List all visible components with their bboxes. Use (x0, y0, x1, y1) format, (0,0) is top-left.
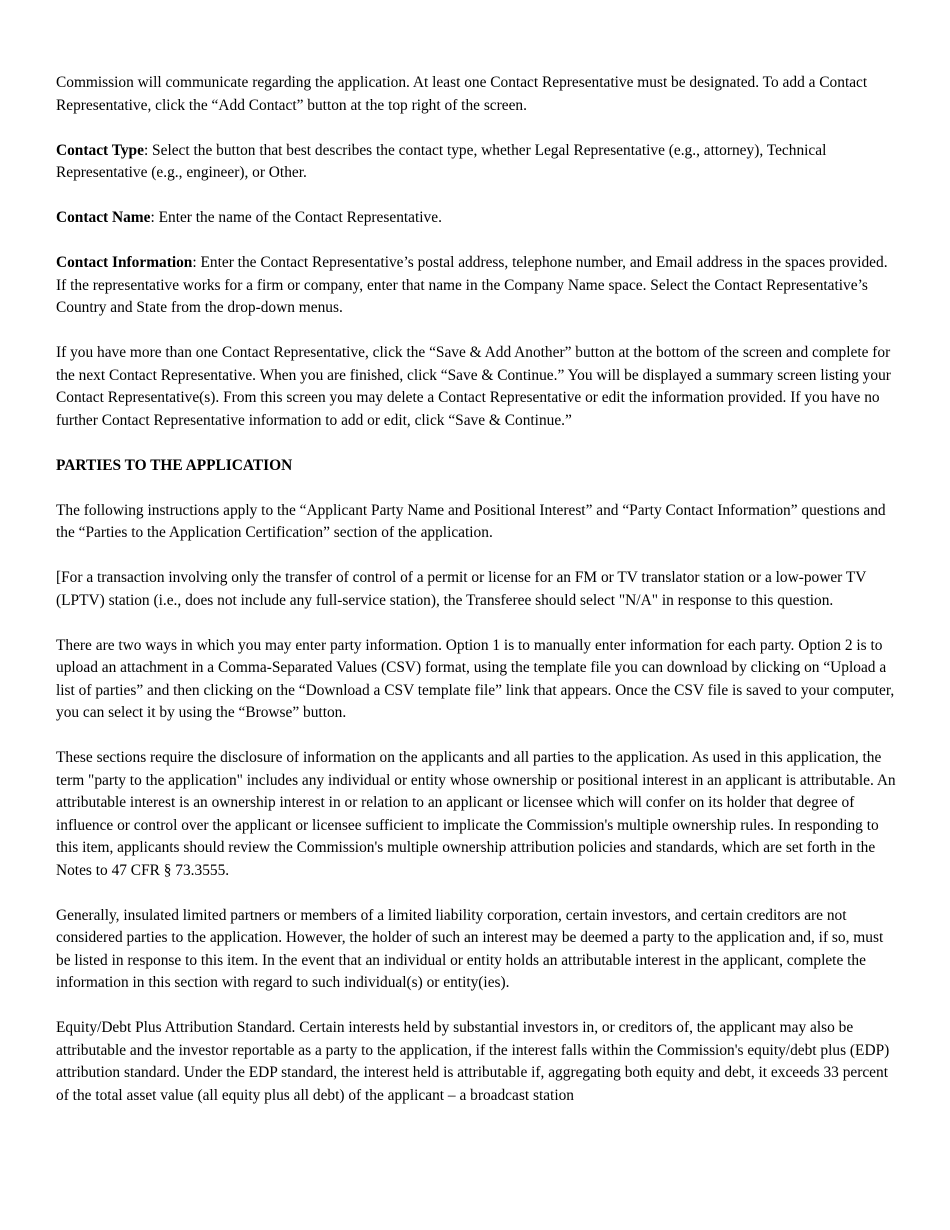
paragraph-two-ways: There are two ways in which you may enter party information. Option 1 is to manually enter information for each party. Option 2 is to upload an attachment in a Comma-Separated Values (CSV) format, using the template file you can download by clicking on “Upload a list of parties” and then clicking on the “Download a CSV template file” link that appears. Once the CSV file is saved to your computer, you can select it by using the “Browse” button. (56, 636, 895, 721)
paragraph-contact-name (56, 207, 900, 230)
text-contact-information: : Enter the Contact Representative’s postal address, telephone number, and Email address in the spaces provided. If the representative works for a firm or company, enter that name in the Company Name space. Select the Contact Representative’s Country and State from the drop-down menus. (56, 254, 888, 316)
section-heading-parties: PARTIES TO THE APPLICATION (56, 456, 293, 474)
text-contact-type: : Select the button that best describes the contact type, whether Legal Representative (e.g., attorney), Technical Representative (e.g., engineer), or Other. (56, 141, 827, 181)
paragraph-intro: Commission will communicate regarding the application. At least one Contact Representative must be designated. To add a Contact Representative, click the “Add Contact” button at the top right of the screen. (56, 74, 868, 114)
paragraph-equity-debt: Equity/Debt Plus Attribution Standard. Certain interests held by substantial investors in, or creditors of, the applicant may also be attributable and the investor reportable as a party to the application, if the interest falls within the Commission's equity/debt plus (EDP) attribution standard. Under the EDP standard, the interest held is attributable if, aggregating both equity and debt, it exceeds 33 percent of the total asset value (all equity plus all debt) of the applicant – a broadcast station (56, 1019, 890, 1104)
paragraph-transaction: [For a transaction involving only the transfer of control of a permit or license for an FM or TV translator station or a low-power TV (LPTV) station (i.e., does not include any full-service station), the Transferee should select "N/A" in response to this question. (56, 569, 867, 609)
text-contact-name: : Enter the name of the Contact Representative. (150, 209, 442, 226)
term-contact-information: Contact Information (56, 254, 193, 271)
paragraph-instructions: The following instructions apply to the “Applicant Party Name and Positional Interest” and “Party Contact Information” questions and the “Parties to the Application Certification” section of the application. (56, 501, 886, 541)
paragraph-contact-type (56, 140, 900, 185)
term-contact-type: Contact Type (56, 141, 144, 159)
paragraph-generally: Generally, insulated limited partners or members of a limited liability corporation, certain investors, and certain creditors are not considered parties to the application. However, the holder of such an interest may be deemed a party to the application and, if so, must be listed in response to this item. In the event that an individual or entity holds an attributable interest in the applicant, complete the information in this section with regard to such individual(s) or entity(ies). (56, 906, 884, 991)
paragraph-disclosure: These sections require the disclosure of information on the applicants and all parties to the application. As used in this application, the term "party to the application" includes any individual or entity whose ownership or positional interest in an applicant is attributable. An attributable interest is an ownership interest in or relation to an applicant or licensee which will confer on its holder that degree of influence or control over the applicant or licensee sufficient to implicate the Commission's multiple ownership rules. In responding to this item, applicants should review the Commission's multiple ownership attribution policies and standards, which are set forth in the Notes to 47 CFR § 73.3555. (56, 749, 896, 879)
paragraph-contact-information (56, 252, 900, 320)
paragraph-more-contacts: If you have more than one Contact Representative, click the “Save & Add Another” button at the bottom of the screen and complete for the next Contact Representative. When you are finished, click “Save & Continue.” You will be displayed a summary screen listing your Contact Representative(s). From this screen you may delete a Contact Representative or edit the information provided. If you have no further Contact Representative information to add or edit, click “Save & Continue.” (56, 344, 891, 429)
term-contact-name: Contact Name (56, 209, 151, 226)
